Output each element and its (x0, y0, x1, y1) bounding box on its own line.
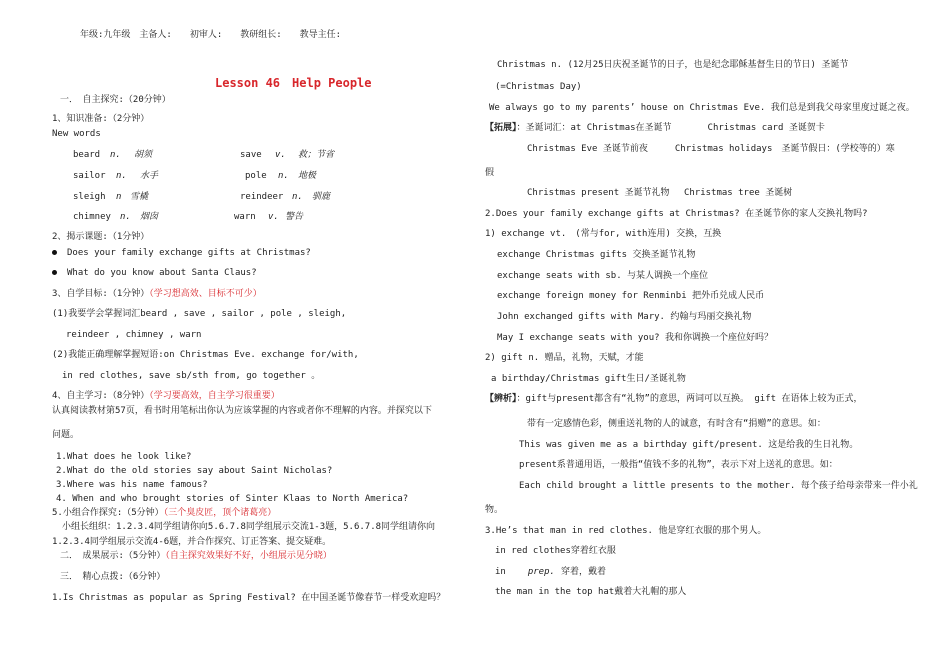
goal-line: reindeer , chimney , warn (66, 330, 202, 340)
vocab-pos: n. (278, 171, 289, 181)
extension-label: 【拓展】 (485, 123, 517, 133)
question-item: 1.What does he look like? (56, 452, 192, 462)
paragraph-line: 认真阅读教材第57页，看书时用笔标出你认为应该掌握的内容或者你不理解的内容。并探究以下 (52, 406, 432, 416)
extension-line (485, 123, 825, 133)
analysis-line (485, 394, 862, 404)
vocab-meaning: 驯鹿 (312, 192, 331, 202)
vocab-word: reindeer (240, 192, 284, 202)
goal-line: in red clothes, save sb/sth from, go together 。 (62, 371, 321, 381)
paragraph-line: 2) gift n. 赠品，礼物，天赋，才能 (485, 353, 644, 363)
bullet-icon (52, 250, 57, 255)
paragraph-line: 假 (485, 168, 495, 178)
paragraph-line: 2.Does your family exchange gifts at Christmas? 在圣诞节你的家人交换礼物吗? (485, 209, 868, 219)
paragraph-line: 小组长组织：1.2.3.4同学组请你向5.6.7.8同学组展示交流1-3题，5.6.7.8同学组请你向 (62, 522, 436, 532)
goal-line: (1)我要学会掌握词汇beard , save , sailor , pole , sleigh, (52, 309, 347, 319)
motto-text: （学习想高效、目标不可少） (149, 289, 262, 299)
question-item: 2.What do the old stories say about Saint Nicholas? (56, 466, 333, 476)
lesson-title: Lesson 46 Help People (215, 76, 372, 90)
vocab-word: beard (73, 150, 101, 160)
paragraph-line: 物。 (485, 505, 504, 515)
vocab-pos: v. (268, 212, 279, 222)
subsection-heading (52, 508, 276, 518)
vocab-word: save (240, 150, 262, 160)
paragraph-line (495, 567, 606, 577)
paragraph-line: We always go to my parents’ house on Christmas Eve. 我们总是到我父母家里度过诞之夜。 (489, 103, 915, 113)
motto-text: （学习要高效，自主学习很重要） (149, 391, 280, 401)
pos-text: prep. (527, 567, 555, 577)
vocab-pos: n. (120, 212, 131, 222)
vocab-meaning: 烟囱 (140, 212, 159, 222)
paragraph-line: (=Christmas Day) (495, 82, 582, 92)
vocab-meaning: 警告 (285, 212, 304, 222)
vocab-word: chimney (73, 212, 111, 222)
meaning-text: 穿着，戴着 (560, 567, 606, 577)
paragraph-line: May I exchange seats with you? 我和你调换一个座位好吗？ (497, 333, 773, 343)
subsection-heading (52, 391, 280, 401)
paragraph-line: 1) exchange vt. (常与for, with连用) 交换，互换 (485, 229, 722, 239)
vocab-meaning: 胡须 (134, 150, 153, 160)
bullet-icon (52, 270, 57, 275)
vocab-pos: n. (292, 192, 303, 202)
new-words-label: New words (52, 129, 101, 139)
section-heading: 三． 精心点拨:（6分钟） (60, 572, 166, 582)
paragraph-line: Christmas n. (12月25日庆祝圣诞节的日子，也是纪念耶稣基督生日的节日) 圣诞节 (497, 60, 849, 70)
paragraph-line: 问题。 (52, 430, 80, 440)
vocab-pos: n. (110, 150, 121, 160)
paragraph-line: exchange foreign money for Renminbi 把外币兑成人民币 (497, 291, 765, 301)
heading-text: 4、自主学习:（8分钟） (52, 391, 150, 401)
paragraph-line: exchange Christmas gifts 交换圣诞节礼物 (497, 250, 696, 260)
subsection-heading: 2、揭示课题:（1分钟） (52, 232, 150, 242)
bullet-item (52, 268, 257, 278)
section-heading: 一． 自主探究:（20分钟） (60, 95, 171, 105)
paragraph-line: in red clothes穿着红衣服 (495, 546, 616, 556)
paragraph-line: 带有一定感情色彩，侧重送礼物的人的诚意，有时含有“捐赠”的意思。如： (527, 419, 826, 429)
motto-text: （自主探究效果好不好，小组展示见分晓） (165, 551, 332, 561)
extension-text: ：圣诞词汇：at Christmas在圣诞节 Christmas card 圣诞贺卡 (516, 123, 825, 133)
section-heading (60, 551, 332, 561)
paragraph-line: present系普通用语，一般指“值钱不多的礼物”，表示下对上送礼的意思。如： (519, 460, 838, 470)
analysis-text: ：gift与present都含有“礼物”的意思，两词可以互换。 gift 在语体上较为正式， (516, 394, 863, 404)
vocab-pos: v. (275, 150, 286, 160)
motto-text: （三个臭皮匠，顶个诸葛亮） (163, 508, 277, 518)
subsection-heading: 1、知识准备:（2分钟） (52, 114, 150, 124)
paragraph-line: Christmas present 圣诞节礼物 Christmas tree 圣诞树 (527, 188, 793, 198)
question-item: 4. When and who brought stories of Sinter Klaas to North America? (56, 494, 409, 504)
goal-line: (2)我能正确理解掌握短语:on Christmas Eve. exchange for/with, (52, 350, 359, 360)
paragraph-line: 1.2.3.4同学组展示交流4-6题，并合作探究、订正答案、提交疑难。 (52, 537, 332, 547)
paragraph-line: Christmas Eve 圣诞节前夜 Christmas holidays 圣诞节假日：(学校等的）寒 (527, 144, 895, 154)
vocab-word: sailor (73, 171, 106, 181)
vocab-pos: n (116, 192, 122, 202)
vocab-word: sleigh (73, 192, 106, 202)
bullet-item (52, 248, 311, 258)
vocab-meaning: 水手 (140, 171, 159, 181)
vocab-pos: n. (116, 171, 127, 181)
heading-text: 二． 成果展示:（5分钟） (60, 551, 166, 561)
paragraph-line: John exchanged gifts with Mary. 约翰与玛丽交换礼物 (497, 312, 752, 322)
paragraph-line: a birthday/Christmas gift生日/圣诞礼物 (491, 374, 686, 384)
vocab-meaning: 雪橇 (130, 192, 149, 202)
bullet-text: What do you know about Santa Claus? (67, 268, 257, 278)
header-line: 年级:九年级 主备人: 初审人: 教研组长: 教导主任: (80, 30, 342, 40)
vocab-meaning: 救；节省 (298, 150, 335, 160)
analysis-label: 【辨析】 (485, 394, 517, 404)
right-column (475, 0, 950, 671)
paragraph-line: the man in the top hat戴着大礼帽的那人 (495, 587, 687, 597)
heading-text: 3、自学目标:（1分钟） (52, 289, 150, 299)
paragraph-line: This was given me as a birthday gift/present. 这是给我的生日礼物。 (519, 440, 859, 450)
paragraph-line: 1.Is Christmas as popular as Spring Festival? 在中国圣诞节像春节一样受欢迎吗？ (52, 593, 446, 603)
paragraph-line: 3.He’s that man in red clothes. 他是穿红衣服的那个男人。 (485, 526, 767, 536)
word-text: in (495, 567, 506, 577)
paragraph-line: exchange seats with sb. 与某人调换一个座位 (497, 271, 709, 281)
heading-text: 5.小组合作探究:（5分钟） (52, 508, 164, 518)
subsection-heading (52, 289, 262, 299)
vocab-meaning: 地极 (298, 171, 317, 181)
question-item: 3.Where was his name famous? (56, 480, 208, 490)
paragraph-line: Each child brought a little presents to the mother. 每个孩子给母亲带来一件小礼 (519, 481, 918, 491)
bullet-text: Does your family exchange gifts at Christmas? (67, 248, 311, 258)
vocab-word: warn (234, 212, 256, 222)
vocab-word: pole (245, 171, 267, 181)
